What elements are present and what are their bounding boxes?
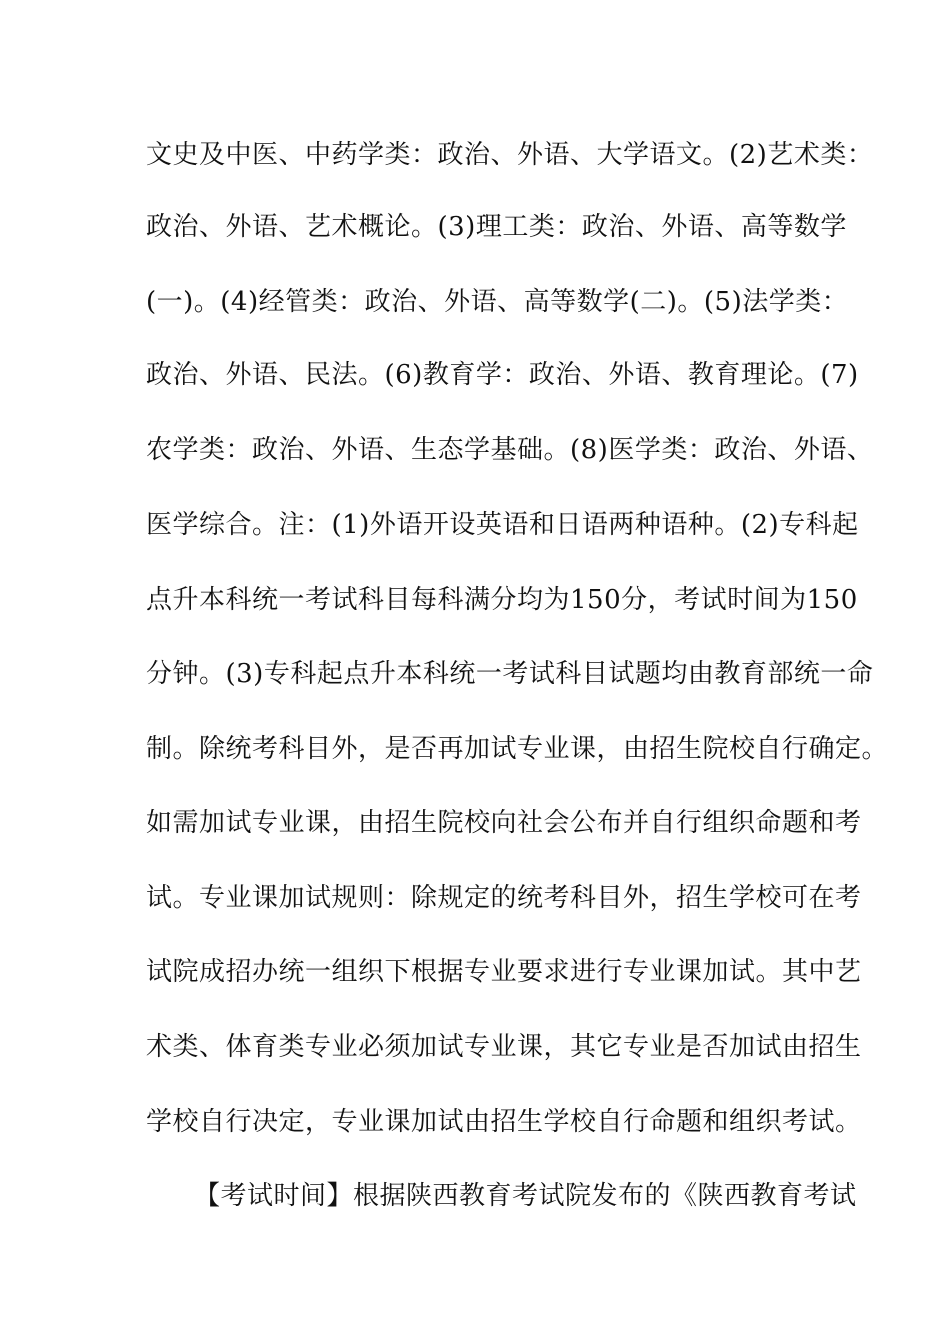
text-line-8: 分钟。(3)专科起点升本科统一考试科目试题均由教育部统一命 bbox=[146, 659, 874, 689]
text-line-4: 政治、外语、民法。(6)教育学：政治、外语、教育理论。(7) bbox=[146, 360, 859, 390]
text-line-13: 术类、体育类专业必须加试专业课，其它专业是否加试由招生 bbox=[146, 1032, 862, 1062]
text-line-1: 文史及中医、中药学类：政治、外语、大学语文。(2)艺术类： bbox=[146, 140, 874, 170]
text-line-10: 如需加试专业课，由招生院校向社会公布并自行组织命题和考 bbox=[146, 808, 862, 838]
text-line-5: 农学类：政治、外语、生态学基础。(8)医学类：政治、外语、 bbox=[146, 435, 874, 465]
text-line-14: 学校自行决定，专业课加试由招生学校自行命题和组织考试。 bbox=[146, 1107, 862, 1137]
text-line-3: (一)。(4)经管类：政治、外语、高等数学(二)。(5)法学类： bbox=[146, 287, 849, 317]
text-line-11: 试。专业课加试规则：除规定的统考科目外，招生学校可在考 bbox=[146, 883, 862, 913]
text-line-15: 【考试时间】根据陕西教育考试院发布的《陕西教育考试 bbox=[194, 1181, 857, 1211]
text-line-12: 试院成招办统一组织下根据专业要求进行专业课加试。其中艺 bbox=[146, 957, 862, 987]
text-line-9: 制。除统考科目外，是否再加试专业课，由招生院校自行确定。 bbox=[146, 734, 889, 764]
text-line-7: 点升本科统一考试科目每科满分均为150分，考试时间为150 bbox=[146, 585, 858, 615]
text-line-6: 医学综合。注：(1)外语开设英语和日语两种语种。(2)专科起 bbox=[146, 510, 859, 540]
text-line-2: 政治、外语、艺术概论。(3)理工类：政治、外语、高等数学 bbox=[146, 212, 847, 242]
